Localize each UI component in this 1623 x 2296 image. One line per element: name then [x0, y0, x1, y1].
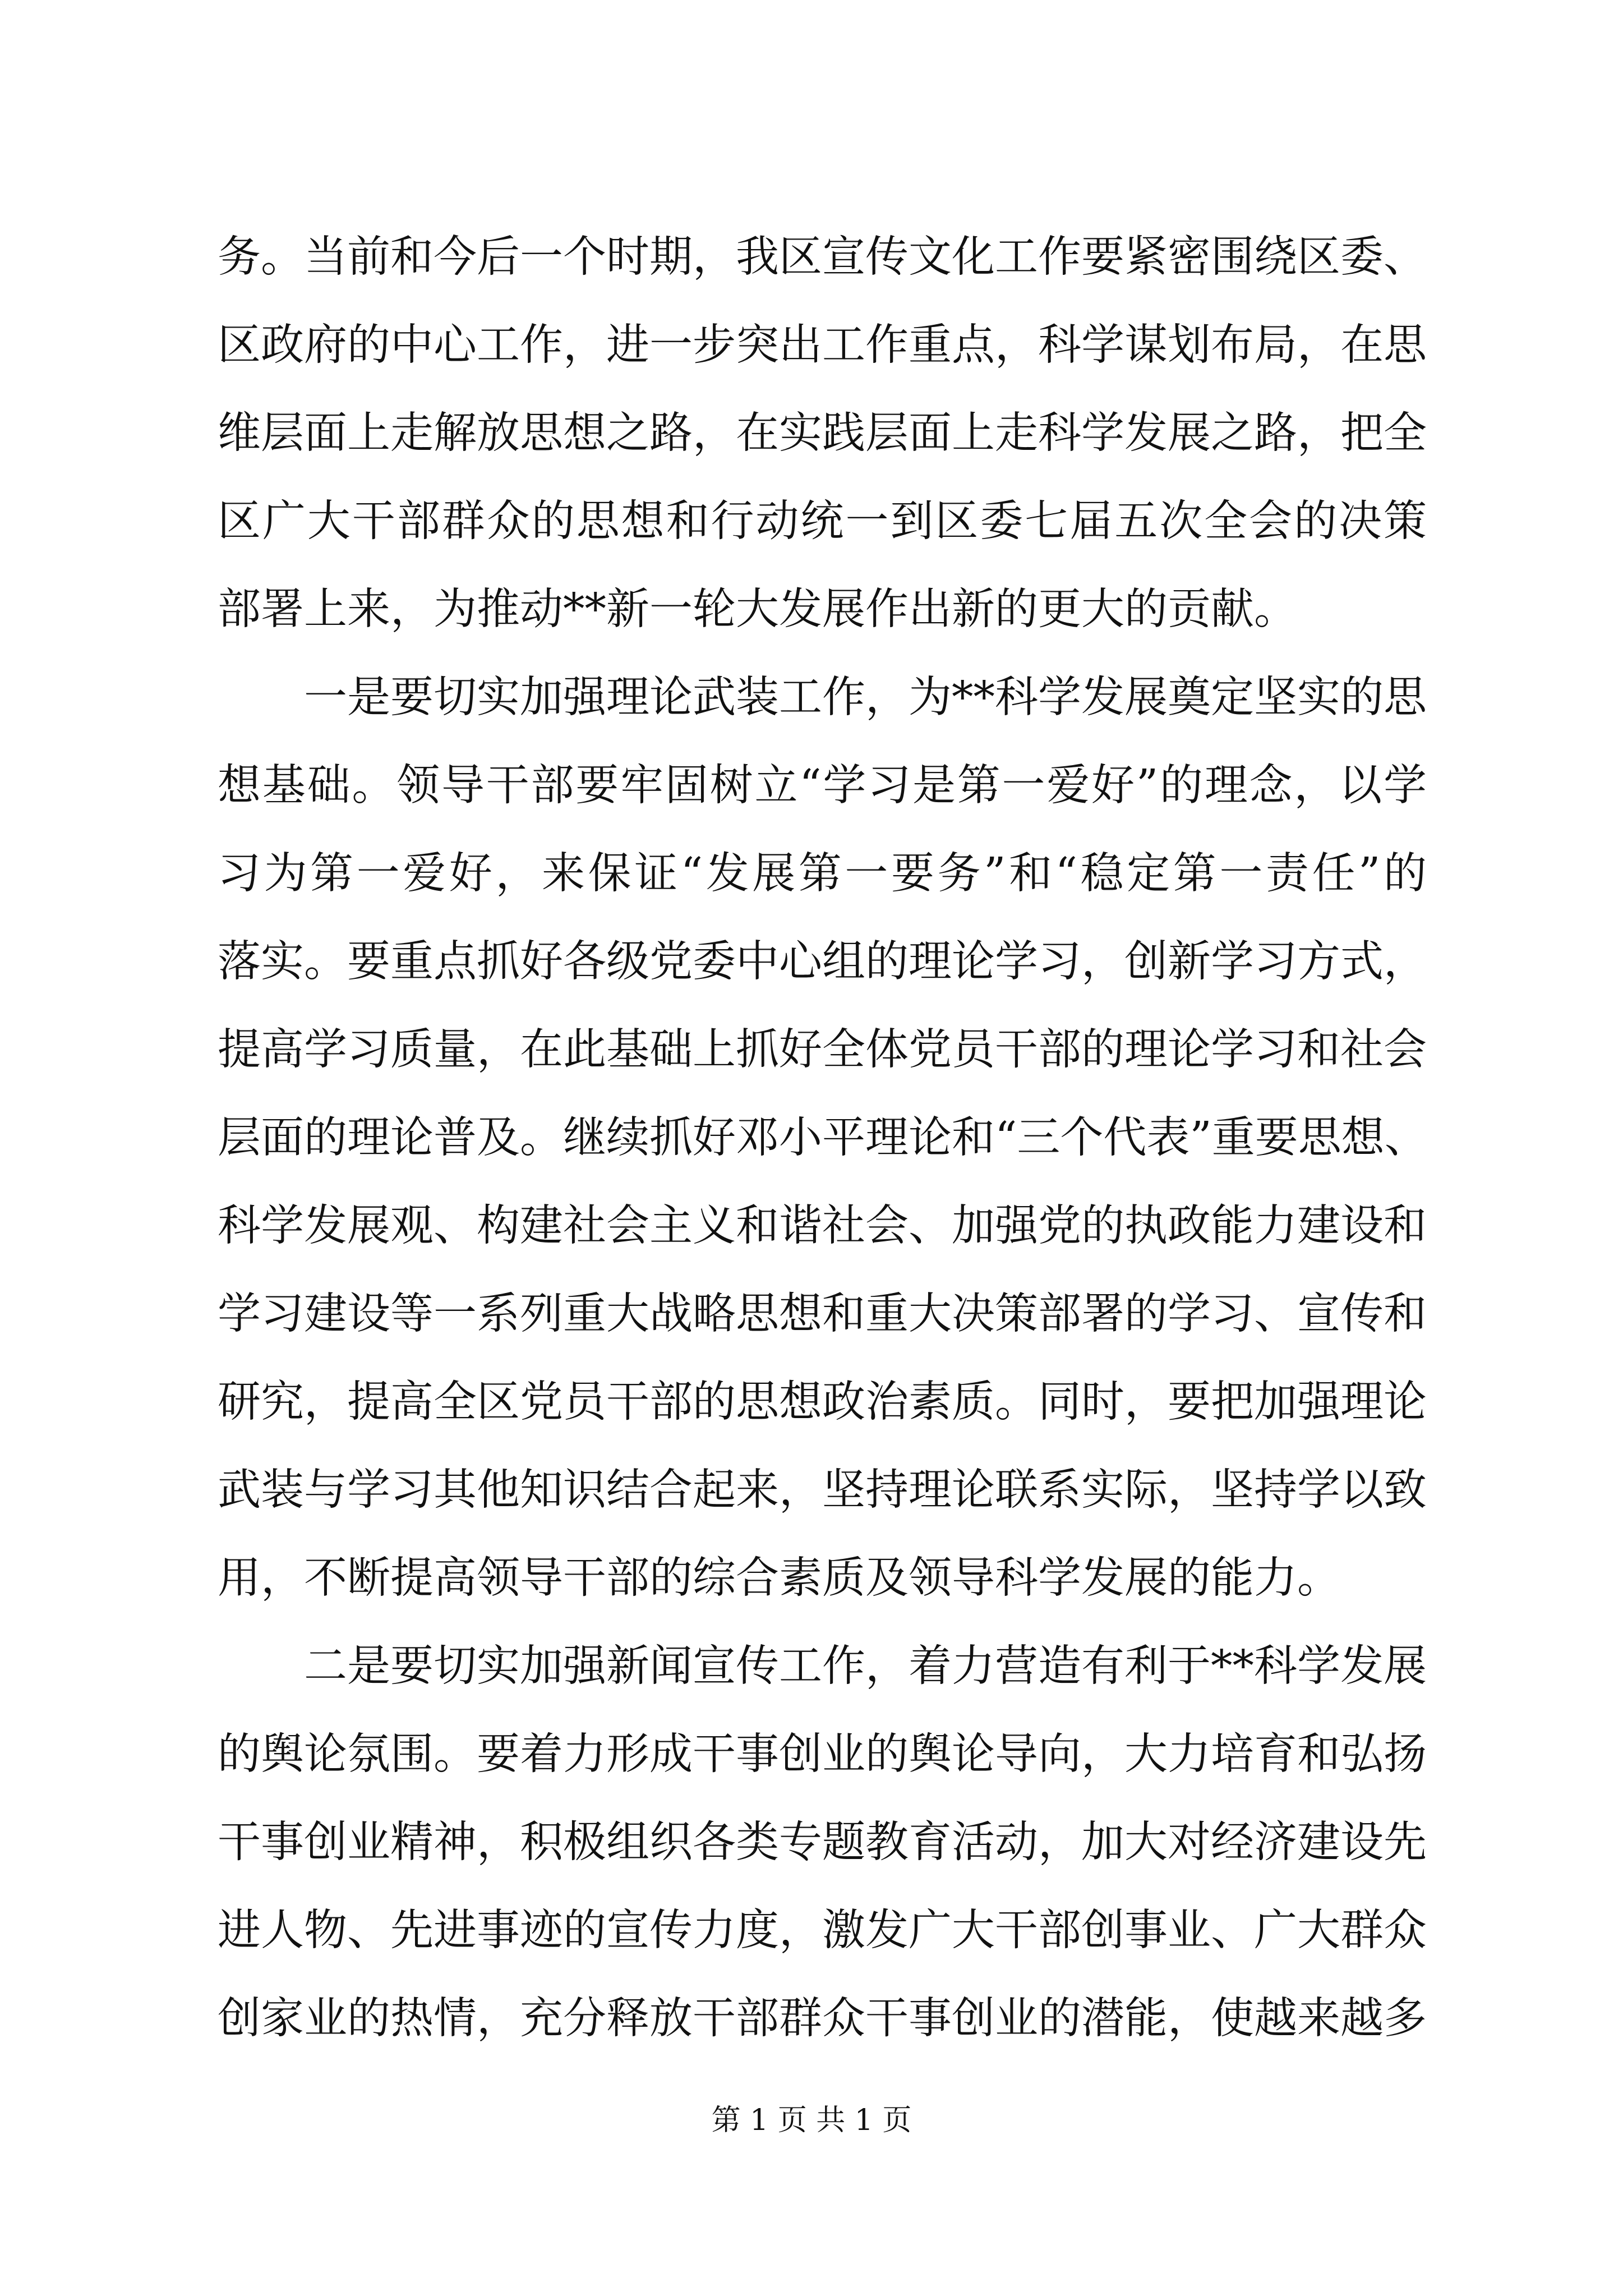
paragraph-line: 务。当前和今后一个时期，我区宣传文化工作要紧密围绕区委、	[218, 232, 1427, 282]
paragraph-line: 进人物、先进事迹的宣传力度，激发广大干部创事业、广大群众	[218, 1906, 1427, 1955]
paragraph-first-line: 二是要切实加强新闻宣传工作，着力营造有利于**科学发展	[304, 1641, 1427, 1691]
paragraph-line: 习为第一爱好，来保证“发展第一要务”和“稳定第一责任”的	[218, 849, 1427, 899]
paragraph-line: 层面的理论普及。继续抓好邓小平理论和“三个代表”重要思想、	[218, 1113, 1428, 1163]
page-number-footer: 第 1 页 共 1 页	[711, 2104, 912, 2137]
paragraph-line: 维层面上走解放思想之路，在实践层面上走科学发展之路，把全	[218, 408, 1427, 458]
document-body	[218, 213, 1427, 2063]
paragraph-line: 研究，提高全区党员干部的思想政治素质。同时，要把加强理论	[218, 1377, 1427, 1427]
paragraph-line: 用，不断提高领导干部的综合素质及领导科学发展的能力。	[218, 1553, 1340, 1603]
paragraph-line: 想基础。领导干部要牢固树立“学习是第一爱好”的理念，以学	[218, 761, 1427, 811]
paragraph-line: 创家业的热情，充分释放干部群众干事创业的潜能，使越来越多	[218, 1994, 1427, 2044]
paragraph-line: 区政府的中心工作，进一步突出工作重点，科学谋划布局，在思	[218, 320, 1427, 370]
paragraph-line: 落实。要重点抓好各级党委中心组的理论学习，创新学习方式，	[218, 937, 1427, 987]
paragraph-line: 科学发展观、构建社会主义和谐社会、加强党的执政能力建设和	[218, 1201, 1427, 1251]
paragraph-line: 干事创业精神，积极组织各类专题教育活动，加大对经济建设先	[218, 1818, 1427, 1867]
paragraph-first-line: 一是要切实加强理论武装工作，为**科学发展奠定坚实的思	[304, 673, 1427, 723]
paragraph-line: 部署上来，为推动**新一轮大发展作出新的更大的贡献。	[218, 585, 1297, 634]
paragraph-line: 提高学习质量，在此基础上抓好全体党员干部的理论学习和社会	[218, 1025, 1427, 1075]
paragraph-line: 学习建设等一系列重大战略思想和重大决策部署的学习、宣传和	[218, 1289, 1427, 1339]
paragraph-line: 武装与学习其他知识结合起来，坚持理论联系实际，坚持学以致	[218, 1465, 1427, 1515]
paragraph-line: 区广大干部群众的思想和行动统一到区委七届五次全会的决策	[218, 496, 1427, 546]
paragraph-line: 的舆论氛围。要着力形成干事创业的舆论导向，大力培育和弘扬	[218, 1729, 1427, 1779]
